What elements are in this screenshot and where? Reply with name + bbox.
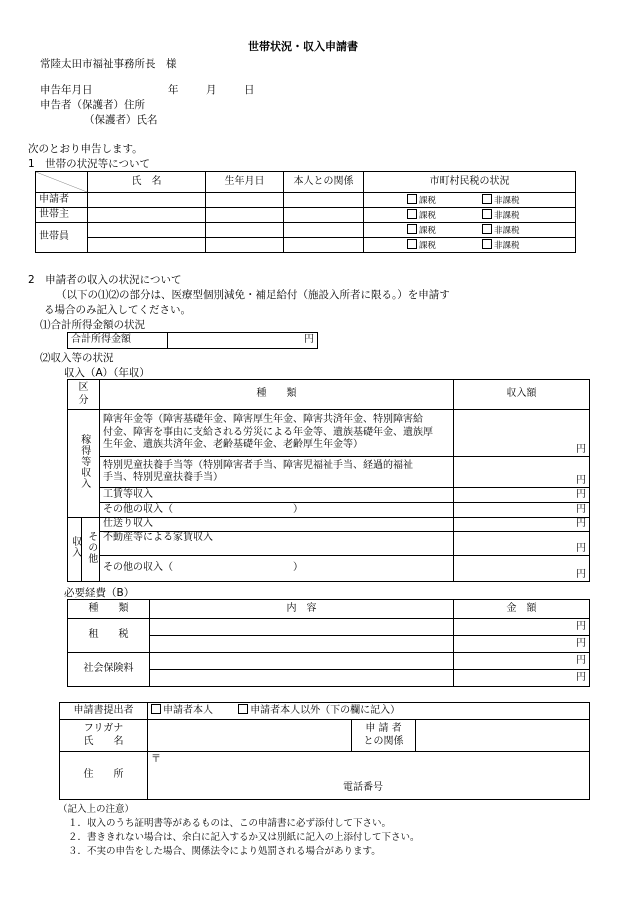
phone-label: 電話番号 [343, 782, 383, 793]
note-3: ３．不実の申告をした場合、関係法令により処罰される場合があります。 [68, 846, 381, 857]
tax-amount[interactable]: 円 [454, 619, 590, 636]
wage-amount[interactable]: 円 [454, 488, 590, 503]
tax-content-field[interactable] [150, 636, 454, 653]
birthdate-field[interactable] [206, 208, 284, 223]
untaxed-option[interactable]: 非課税 [482, 226, 520, 236]
exp-col-type: 種 類 [68, 600, 150, 619]
section2-heading: 2 申請者の収入の状況について [28, 274, 182, 286]
row-applicant: 申請者 [36, 193, 88, 208]
applicant-address-label: 申告者（保護者）住所 [40, 99, 145, 111]
taxed-option[interactable]: 課税 [407, 226, 436, 236]
tax-amount[interactable]: 円 [454, 636, 590, 653]
name-field[interactable] [88, 238, 206, 253]
social-insurance-label: 社会保険料 [68, 653, 150, 687]
household-table [35, 171, 576, 253]
social-amount[interactable]: 円 [454, 670, 590, 687]
note-1: １．収入のうち証明書等があるものは、この申請書に必ず添付して下さい。 [68, 818, 392, 829]
income-table [67, 379, 590, 582]
form-title: 世帯状況・収入申請書 [248, 40, 358, 53]
wage-item: 工賃等収入 [100, 488, 454, 503]
intro-text: 次のとおり申告します。 [28, 143, 143, 155]
rent-item: 不動産等による家賃収入 [100, 532, 454, 556]
rent-amount[interactable]: 円 [454, 532, 590, 556]
social-content-field[interactable] [150, 670, 454, 687]
total-income-label: 合計所得金額 [68, 333, 168, 349]
submitter-label: 申請書提出者 [60, 703, 148, 720]
name-field[interactable] [88, 208, 206, 223]
col-kubun: 区 分 [68, 380, 100, 410]
birthdate-field[interactable] [206, 223, 284, 238]
year-label: 年 [168, 84, 179, 96]
relation-field[interactable] [284, 223, 364, 238]
row-householder: 世帯主 [36, 208, 88, 223]
other-income2-item: その他の収入（ ） [100, 556, 454, 582]
untaxed-option[interactable]: 非課税 [482, 241, 520, 251]
relation-label: 申 請 者 との関係 [352, 720, 416, 752]
taxed-option[interactable]: 課税 [407, 241, 436, 251]
col-shurui: 種 類 [100, 380, 454, 410]
pension-amount[interactable]: 円 [454, 410, 590, 457]
submitter-options [148, 703, 590, 720]
expense-b-heading: 必要経費（B） [64, 587, 135, 599]
day-label: 日 [244, 84, 255, 96]
birthdate-field[interactable] [206, 193, 284, 208]
diagonal-cell [36, 172, 88, 193]
child-allowance-item: 特別児童扶養手当等（特別障害者手当、障害児福祉手当、経過的福祉 手当、特別児童扶養手当） [100, 457, 454, 488]
section1-heading: 1 世帯の状況等について [28, 158, 150, 170]
relation-field[interactable] [284, 193, 364, 208]
taxed-option[interactable]: 課税 [407, 211, 436, 221]
sub1-heading: ⑴合計所得金額の状況 [40, 319, 145, 331]
section2-note2: る場合のみ記入してください。 [44, 304, 191, 316]
pension-item: 障害年金等（障害基礎年金、障害厚生年金、障害共済年金、特別障害給 付金、障害を事由に支給される労災による年金等、遺族基礎年金、遺族厚 生年金、遺族共済年金、老齢基礎年金、老齢厚生年金等） [100, 410, 454, 457]
other-income-item: その他の収入（ ） [100, 503, 454, 518]
addressee: 常陸太田市福祉事務所長 様 [40, 58, 177, 70]
postal-mark: 〒 [151, 754, 161, 765]
date-label: 申告年月日 [40, 84, 93, 96]
social-content-field[interactable] [150, 653, 454, 670]
other-income2-amount[interactable]: 円 [454, 556, 590, 582]
self-checkbox[interactable]: 申請者本人 [151, 705, 213, 716]
applicant-name-label: （保護者）氏名 [84, 114, 158, 126]
col-amount: 収入額 [454, 380, 590, 410]
other-income-amount[interactable]: 円 [454, 503, 590, 518]
col-name: 氏 名 [88, 172, 206, 193]
name-field[interactable] [88, 223, 206, 238]
remittance-item: 仕送り収入 [100, 518, 454, 532]
exp-col-content: 内 容 [150, 600, 454, 619]
birthdate-field[interactable] [206, 238, 284, 253]
untaxed-option[interactable]: 非課税 [482, 196, 520, 206]
earned-income-label: 稼得等収入 [68, 410, 100, 518]
tax-content-field[interactable] [150, 619, 454, 636]
address-field[interactable] [148, 752, 590, 800]
name-field[interactable] [88, 193, 206, 208]
income-a-heading: 収入（A）（年収） [64, 367, 150, 379]
row-member: 世帯員 [36, 223, 88, 253]
notes-heading: （記入上の注意） [58, 804, 135, 815]
total-income-table [67, 332, 318, 349]
address-label: 住 所 [60, 752, 148, 800]
tax-label: 租 税 [68, 619, 150, 653]
furigana-name-label: フリガナ 氏 名 [60, 720, 148, 752]
submitter-name-field[interactable] [148, 720, 352, 752]
note-2: ２．書ききれない場合は、余白に記入するか又は別紙に記入の上添付して下さい。 [68, 832, 420, 843]
submitter-table [59, 702, 590, 800]
exp-col-amount: 金 額 [454, 600, 590, 619]
remittance-amount[interactable]: 円 [454, 518, 590, 532]
section2-note1: （以下の⑴⑵の部分は、医療型個別減免・補足給付（施設入所者に限る。）を申請す [56, 289, 450, 301]
social-amount[interactable]: 円 [454, 653, 590, 670]
col-tax-status: 市町村民税の状況 [364, 172, 576, 193]
col-birthdate: 生年月日 [206, 172, 284, 193]
relation-field[interactable] [416, 720, 590, 752]
other-income-label: 収入 [68, 518, 82, 582]
relation-field[interactable] [284, 238, 364, 253]
expense-table [67, 599, 590, 687]
other-checkbox[interactable]: 申請者本人以外（下の欄に記入） [238, 705, 400, 716]
child-allowance-amount[interactable]: 円 [454, 457, 590, 488]
month-label: 月 [206, 84, 217, 96]
untaxed-option[interactable]: 非課税 [482, 211, 520, 221]
col-relation: 本人との関係 [284, 172, 364, 193]
taxed-option[interactable]: 課税 [407, 196, 436, 206]
other-label: その他 [82, 518, 100, 582]
sub2-heading: ⑵収入等の状況 [40, 352, 114, 364]
relation-field[interactable] [284, 208, 364, 223]
total-income-field[interactable]: 円 [168, 333, 318, 349]
